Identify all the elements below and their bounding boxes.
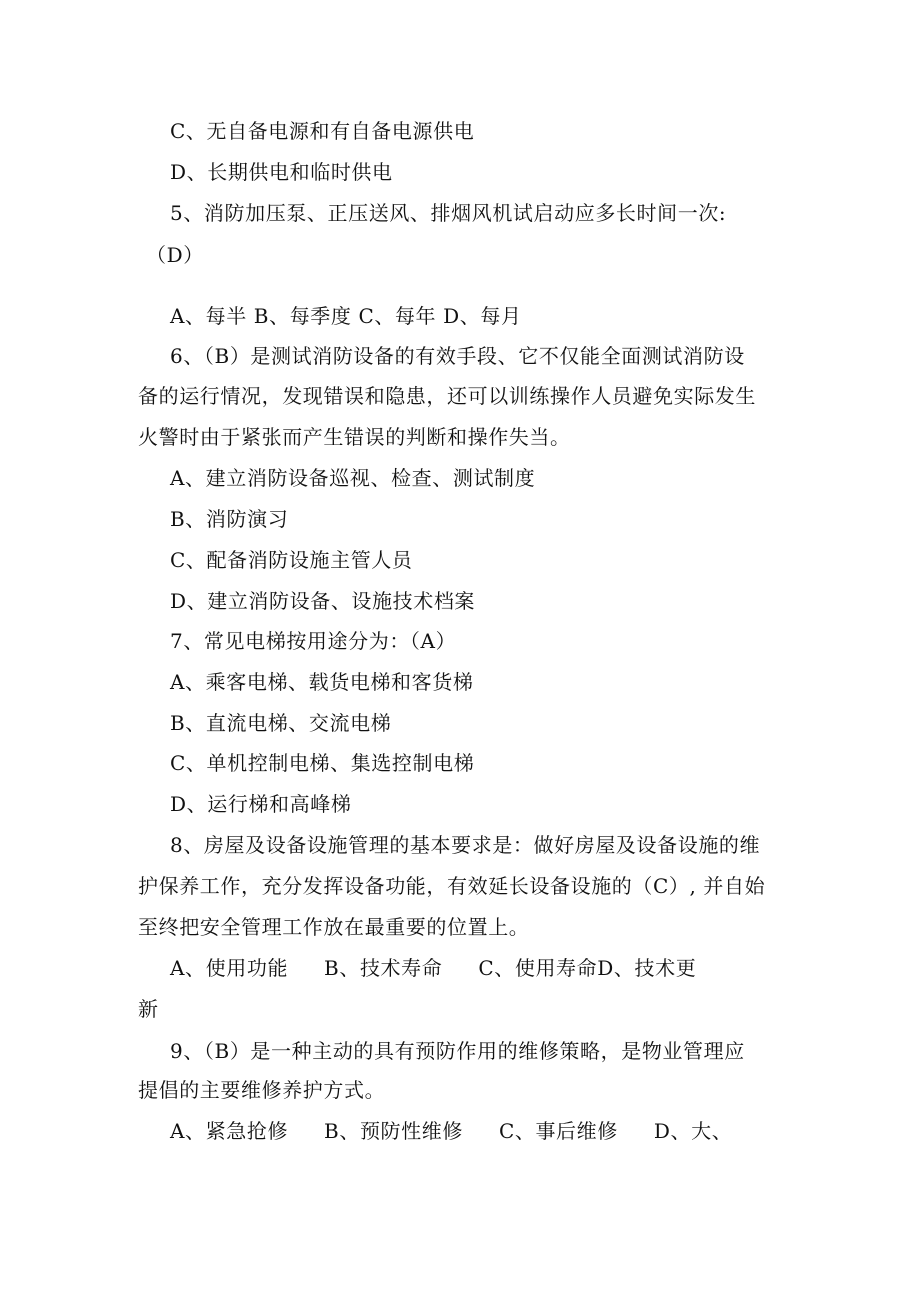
q9-option-c: C、事后维修: [498, 1119, 618, 1143]
q6-option-d: D、建立消防设备、设施技术档案: [170, 589, 476, 613]
q5-stem-line1: 5、消防加压泵、正压送风、排烟风机试启动应多长时间一次:: [170, 201, 727, 225]
q6-option-b: B、消防演习: [170, 507, 289, 531]
q7-option-b: B、直流电梯、交流电梯: [170, 711, 392, 735]
q6-stem-line3: 火警时由于紧张而产生错误的判断和操作失当。: [138, 425, 571, 449]
q9-stem-line1: 9、（B）是一种主动的具有预防作用的维修策略，是物业管理应: [170, 1039, 745, 1063]
q8-stem-line2: 护保养工作，充分发挥设备功能，有效延长设备设施的（C）, 并自始: [138, 874, 766, 898]
q6-stem-line2: 备的运行情况，发现错误和隐患，还可以训练操作人员避免实际发生: [138, 384, 756, 408]
q9-stem-line2: 提倡的主要维修养护方式。: [138, 1078, 386, 1102]
q5-stem-line2: （D）: [146, 243, 204, 267]
q8-stem-line3: 至终把安全管理工作放在最重要的位置上。: [138, 915, 530, 939]
q8-options: [170, 954, 830, 982]
q7-option-a: A、乘客电梯、载货电梯和客货梯: [170, 670, 474, 694]
q8-option-a: A、使用功能: [170, 956, 289, 980]
q7-option-c: C、单机控制电梯、集选控制电梯: [170, 751, 475, 775]
q8-option-d-wrap: 新: [138, 997, 159, 1021]
q9-option-b: B、预防性维修: [324, 1119, 463, 1143]
q4-option-d: D、长期供电和临时供电: [170, 160, 393, 184]
q7-option-d: D、运行梯和高峰梯: [170, 792, 352, 816]
q9-option-d: D、大、: [653, 1119, 733, 1143]
q4-option-c: C、无自备电源和有自备电源供电: [170, 119, 475, 143]
q6-option-c: C、配备消防设施主管人员: [170, 548, 413, 572]
q6-option-a: A、建立消防设备巡视、检查、测试制度: [170, 466, 536, 490]
q8-option-d: D、技术更: [597, 956, 697, 980]
q9-option-a: A、紧急抢修: [170, 1119, 289, 1143]
q5-options: A、每半 B、每季度 C、每年 D、每月: [170, 304, 522, 328]
q9-options: [170, 1117, 830, 1145]
q8-option-b: B、技术寿命: [324, 956, 443, 980]
q7-stem: 7、常见电梯按用途分为：（A）: [170, 629, 457, 653]
q8-option-c: C、使用寿命: [478, 956, 598, 980]
q6-stem-line1: 6、（B）是测试消防设备的有效手段、它不仅能全面测试消防设: [170, 344, 745, 368]
q8-stem-line1: 8、房屋及设备设施管理的基本要求是：做好房屋及设备设施的维: [170, 833, 761, 857]
